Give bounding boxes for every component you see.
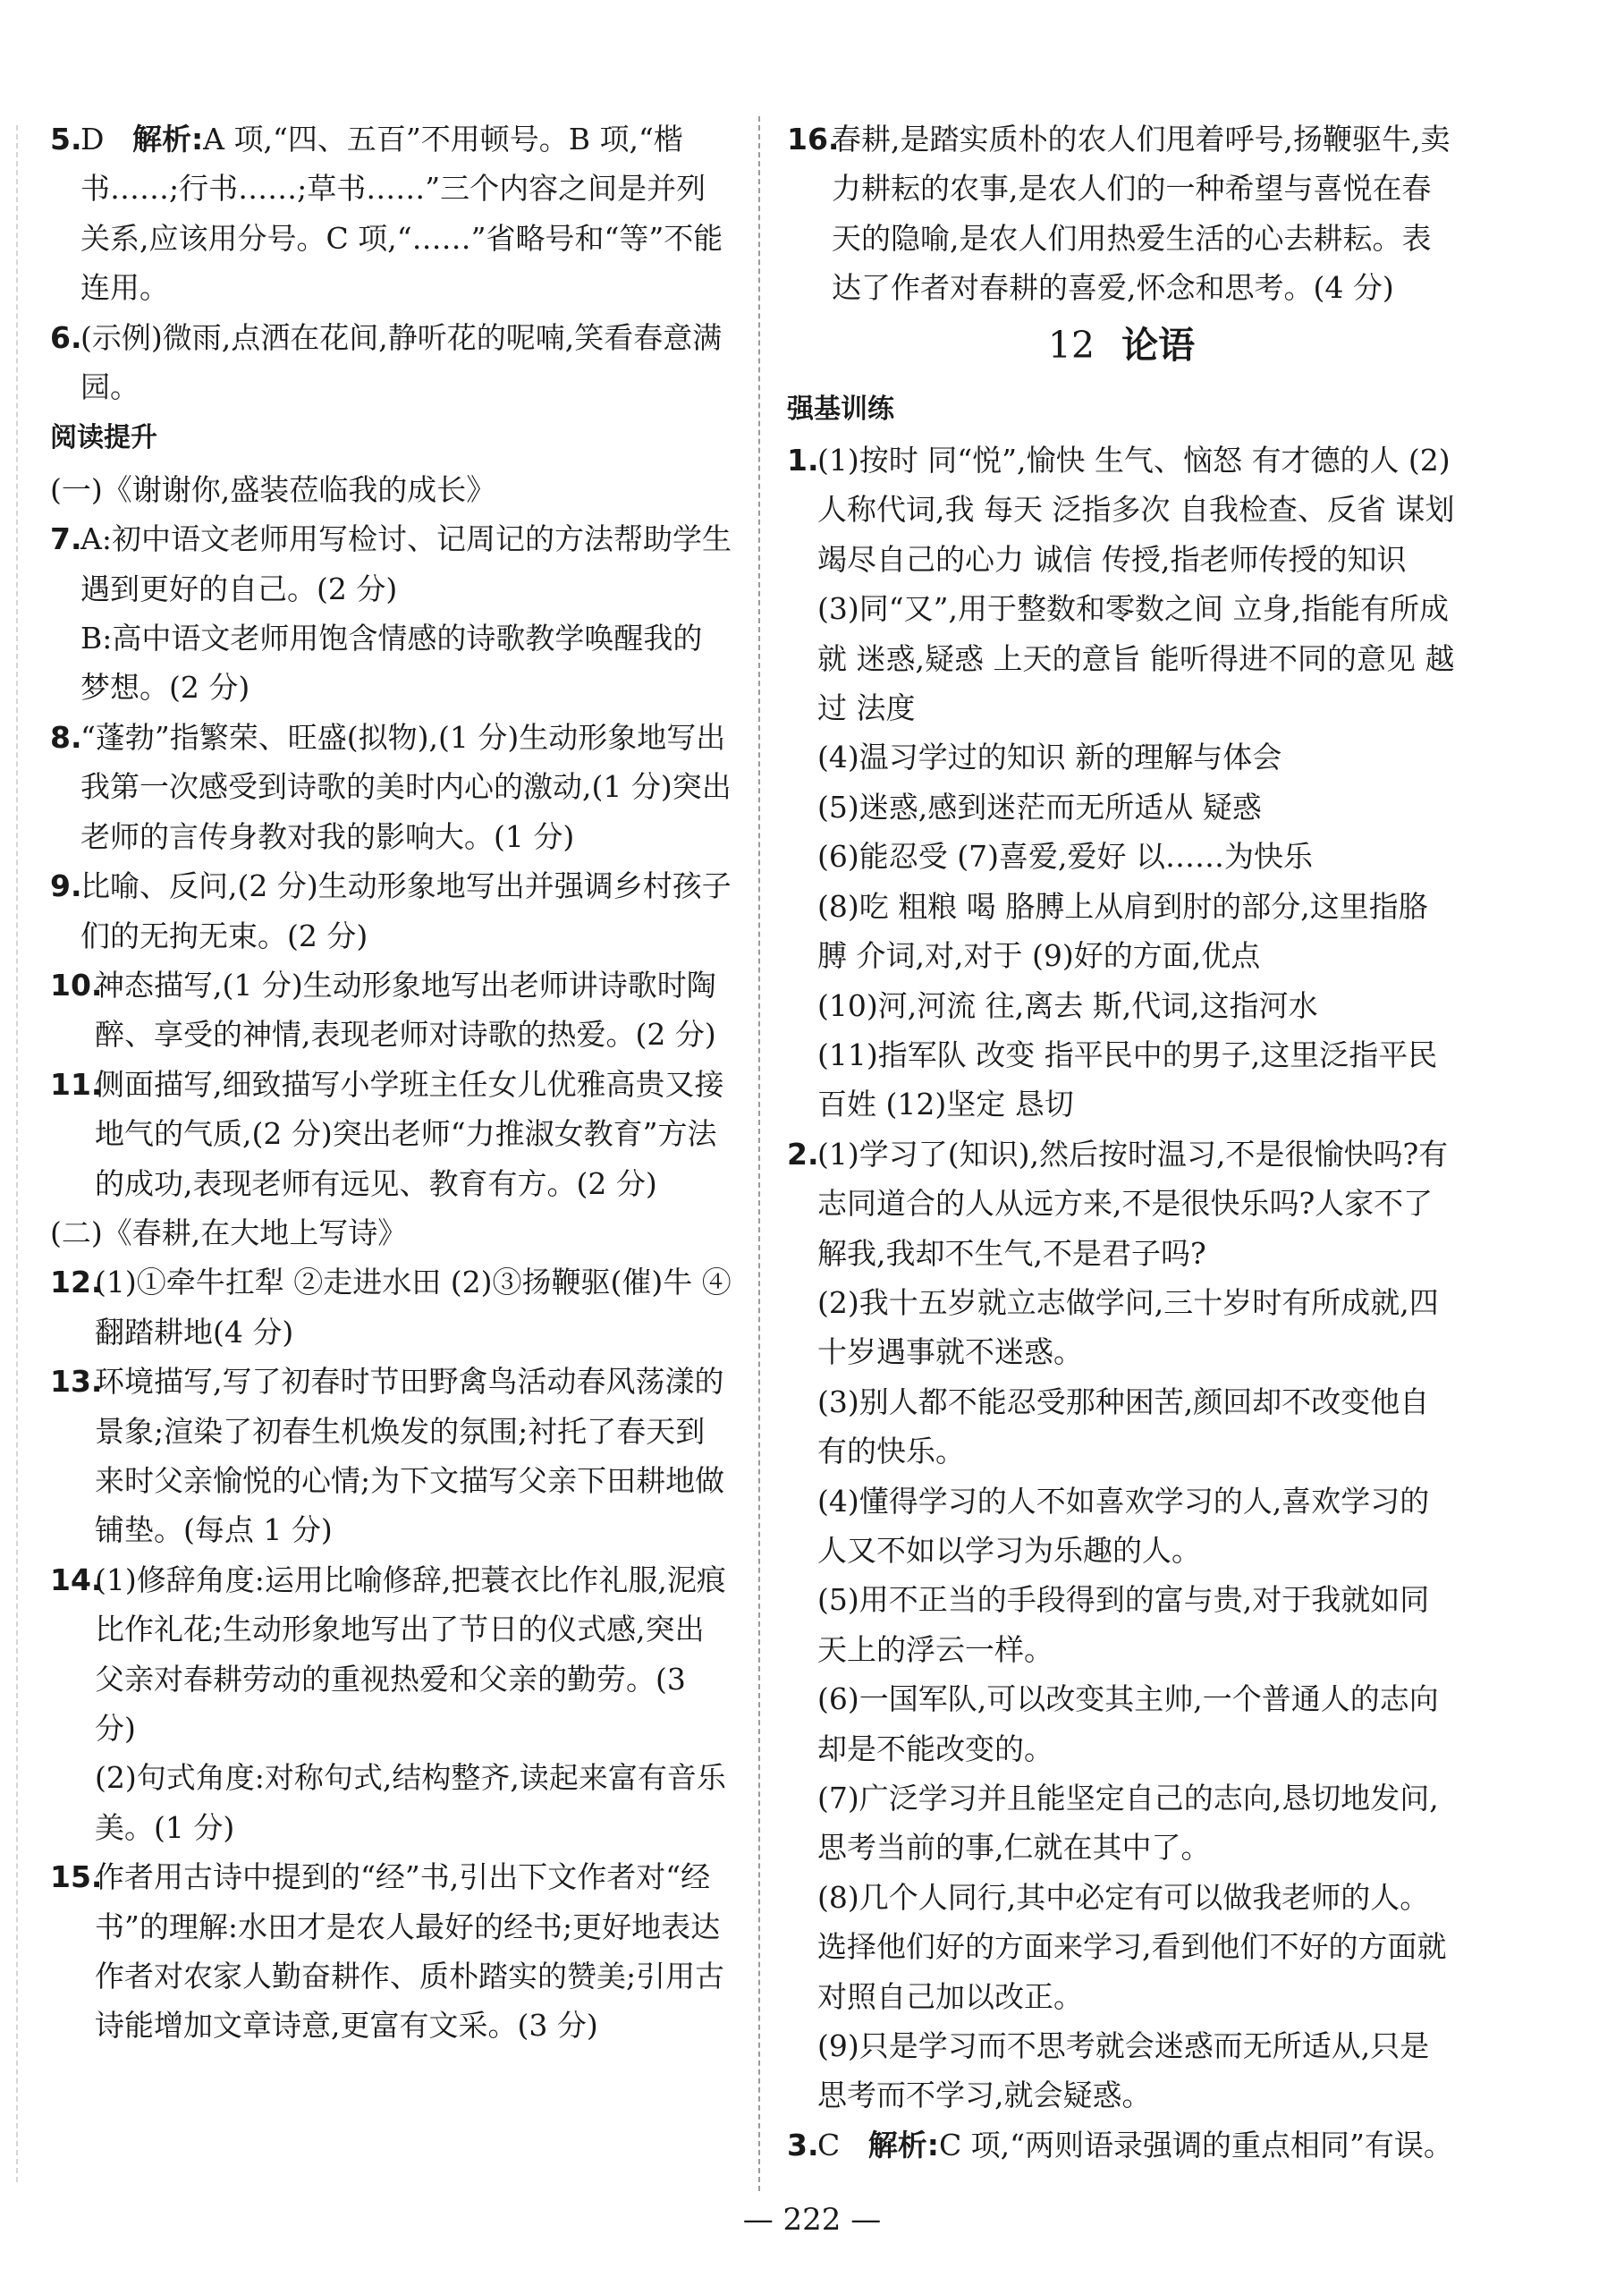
- answer-item-8: [50, 713, 732, 861]
- answer-part-1: (1)学习了(知识),然后按时温习,不是很愉快吗?有志同道合的人从远方来,不是很快乐吗?人家不了解我,我却不生气,不是君子吗?: [817, 1136, 1449, 1271]
- item-number: 7.: [50, 521, 82, 557]
- passage-title-2: (二)《春耕,在大地上写诗》: [50, 1215, 408, 1250]
- answer-part-1: (1)修辞角度:运用比喻修辞,把蓑衣比作礼服,泥痕比作礼花;生动形象地写出了节日的仪式感,突出父亲对春耕劳动的重视热爱和父亲的勤劳。(3 分): [95, 1562, 726, 1746]
- answer-part-4: (4)温习学过的知识 新的理解与体会: [817, 740, 1282, 775]
- analysis-text: A 项,“四、五百”不用顿号。B 项,“楷书……;行书……;草书……”三个内容之间是并列关系,应该用分号。C 项,“……”省略号和“等”不能连用。: [80, 122, 723, 306]
- chapter-title: 论语: [1121, 323, 1196, 367]
- answer-item-3: [787, 2120, 1456, 2170]
- right-column: [787, 114, 1456, 2170]
- answer-item-16: [787, 114, 1456, 313]
- answer-part-8: (8)吃 粗粮 喝 胳膊上从肩到肘的部分,这里指胳膊 介词,对,对于 (9)好的方面,优点: [817, 888, 1428, 974]
- answer-part-2: (2)我十五岁就立志做学问,三十岁时有所成就,四十岁遇事就不迷惑。: [817, 1284, 1439, 1370]
- chapter-number: 12: [1047, 323, 1095, 367]
- answer-item-11: [50, 1060, 732, 1208]
- answer-text: (示例)微雨,点洒在花间,静听花的呢喃,笑看春意满园。: [80, 319, 723, 405]
- answer-text: (1)①牵牛扛犁 ②走进水田 (2)③扬鞭驱(催)牛 ④翻踏耕地(4 分): [95, 1265, 732, 1350]
- answer-part-5: (5)迷惑,感到迷茫而无所适从 疑惑: [817, 789, 1262, 825]
- item-number: 12.: [50, 1265, 103, 1300]
- item-number: 11.: [50, 1066, 103, 1102]
- answer-choice: D: [80, 122, 105, 157]
- answer-part-11: (11)指军队 改变 指平民中的男子,这里泛指平民百姓 (12)坚定 恳切: [817, 1037, 1438, 1122]
- answer-text: 环境描写,写了初春时节田野禽鸟活动春风荡漾的景象;渲染了初春生机焕发的氛围;衬托了春天到来时父亲愉悦的心情;为下文描写父亲下田耕地做铺垫。(每点 1 分): [95, 1364, 725, 1548]
- item-number: 8.: [50, 719, 82, 755]
- answer-text: 侧面描写,细致描写小学班主任女儿优雅高贵又接地气的气质,(2 分)突出老师“力推淑女教育”方法的成功,表现老师有远见、教育有方。(2 分): [95, 1066, 724, 1201]
- item-number: 1.: [787, 443, 819, 478]
- answer-part-2: (2)句式角度:对称句式,结构整齐,读起来富有音乐美。(1 分): [95, 1760, 726, 1845]
- answer-part-1: (1)按时 同“悦”,愉快 生气、恼怒 有才德的人 (2)人称代词,我 每天 泛指多次 自我检查、反省 谋划 竭尽自己的心力 诚信 传授,指老师传授的知识: [817, 443, 1455, 577]
- answer-part-5: (5)用不正当的手段得到的富与贵,对于我就如同天上的浮云一样。: [817, 1582, 1430, 1667]
- answer-item-9: [50, 861, 732, 961]
- answer-item-13: [50, 1357, 732, 1555]
- analysis-label: 解析:: [867, 2127, 939, 2163]
- item-number: 13.: [50, 1364, 103, 1400]
- answer-item-12: [50, 1257, 732, 1357]
- answer-part-3: (3)别人都不能忍受那种困苦,颜回却不改变他自有的快乐。: [817, 1384, 1430, 1469]
- answer-item-15: [50, 1852, 732, 2051]
- page-number: — 222 —: [742, 2202, 882, 2238]
- answer-choice: C: [817, 2127, 841, 2163]
- item-number: 6.: [50, 319, 82, 355]
- answer-text: “蓬勃”指繁荣、旺盛(拟物),(1 分)生动形象地写出我第一次感受到诗歌的美时内心的激动,(1 分)突出老师的言传身教对我的影响大。(1 分): [80, 719, 732, 854]
- item-number: 10.: [50, 967, 103, 1003]
- answer-item-14: [50, 1555, 732, 1852]
- answer-text: 作者用古诗中提到的“经”书,引出下文作者对“经书”的理解:水田才是农人最好的经书;更好地表达作者对农家人勤奋耕作、质朴踏实的赞美;引用古诗能增加文章诗意,更富有文采。(3 分): [95, 1859, 725, 2044]
- item-number: 16.: [787, 122, 840, 157]
- chapter-heading: [787, 318, 1456, 372]
- answer-text: 比喻、反问,(2 分)生动形象地写出并强调乡村孩子们的无拘无束。(2 分): [80, 868, 732, 953]
- item-number: 14.: [50, 1562, 103, 1597]
- section-heading-reading: 阅读提升: [50, 422, 157, 454]
- section-heading-basic: 强基训练: [787, 393, 894, 425]
- item-number: 9.: [50, 868, 82, 904]
- item-number: 3.: [787, 2127, 819, 2163]
- binding-edge-line: [16, 125, 18, 2182]
- answer-part-6: (6)能忍受 (7)喜爱,爱好 以……为快乐: [817, 839, 1313, 875]
- analysis-label: 解析:: [131, 122, 204, 157]
- answer-part-6: (6)一国军队,可以改变其主帅,一个普通人的志向却是不能改变的。: [817, 1681, 1439, 1766]
- item-number: 15.: [50, 1859, 103, 1895]
- answer-part-8: (8)几个人同行,其中必定有可以做我老师的人。选择他们好的方面来学习,看到他们不好的方面就对照自己加以改正。: [817, 1879, 1447, 2014]
- answer-part-3: (3)同“又”,用于整数和零数之间 立身,指能有所成就 迷惑,疑惑 上天的意旨 能听得进不同的意见 越过 法度: [817, 591, 1455, 726]
- answer-part-7: (7)广泛学习并且能坚定自己的志向,恳切地发问,思考当前的事,仁就在其中了。: [817, 1781, 1439, 1866]
- item-number: 5.: [50, 122, 82, 157]
- answer-item-2: [787, 1130, 1456, 2120]
- left-column: [50, 114, 732, 2051]
- answer-item-5: [50, 114, 732, 313]
- answer-item-10: [50, 961, 732, 1060]
- answer-item-7: [50, 514, 732, 713]
- answer-item-1: [787, 436, 1456, 1130]
- answer-part-10: (10)河,河流 往,离去 斯,代词,这指河水: [817, 987, 1318, 1023]
- answer-part-a: A:初中语文老师用写检讨、记周记的方法帮助学生遇到更好的自己。(2 分): [80, 521, 732, 606]
- answer-text: 神态描写,(1 分)生动形象地写出老师讲诗歌时陶醉、享受的神情,表现老师对诗歌的热爱。(2 分): [95, 967, 716, 1053]
- answer-part-9: (9)只是学习而不思考就会迷惑而无所适从,只是思考而不学习,就会疑惑。: [817, 2028, 1430, 2113]
- answer-text: 春耕,是踏实质朴的农人们甩着呼号,扬鞭驱牛,卖力耕耘的农事,是农人们的一种希望与喜悦在春天的隐喻,是农人们用热爱生活的心去耕耘。表达了作者对春耕的喜爱,怀念和思考。(4 分): [832, 122, 1451, 306]
- answer-item-6: [50, 313, 732, 412]
- column-divider: [758, 116, 760, 2191]
- passage-title-1: (一)《谢谢你,盛装莅临我的成长》: [50, 471, 496, 507]
- answer-part-b: B:高中语文老师用饱含情感的诗歌教学唤醒我的梦想。(2 分): [80, 621, 703, 706]
- analysis-text: C 项,“两则语录强调的重点相同”有误。: [938, 2127, 1453, 2163]
- answer-part-4: (4)懂得学习的人不如喜欢学习的人,喜欢学习的人又不如以学习为乐趣的人。: [817, 1483, 1430, 1568]
- item-number: 2.: [787, 1136, 819, 1172]
